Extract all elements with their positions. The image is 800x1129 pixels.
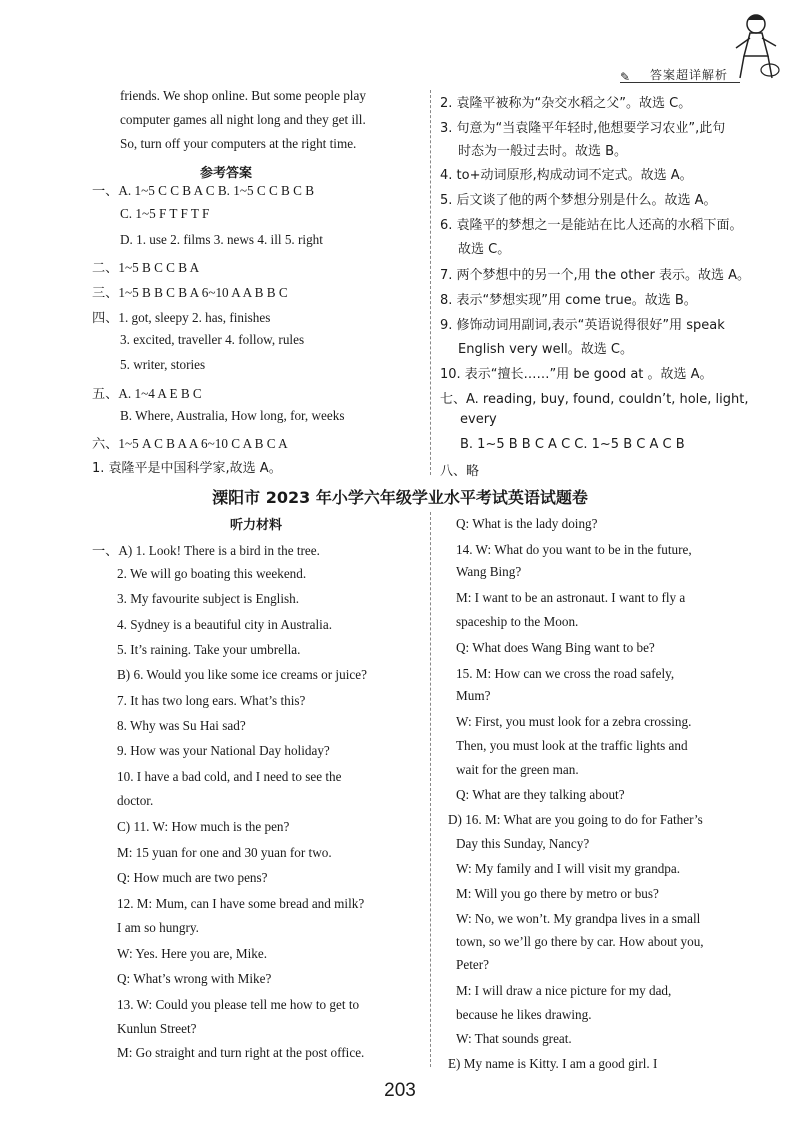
listening-line: 12. M: Mum, can I have some bread and milk? — [117, 896, 365, 911]
listening-line: 一、A) 1. Look! There is a bird in the tree. — [92, 543, 320, 558]
listening-line: Q: What are they talking about? — [456, 787, 625, 802]
listening-line: W: That sounds great. — [456, 1031, 572, 1046]
answer-line: 6. 袁隆平的梦想之一是能站在比人还高的水稻下面。 — [440, 218, 743, 233]
answer-line: 2. 袁隆平被称为“杂交水稻之父”。故选 C。 — [440, 96, 692, 111]
answer-line: 7. 两个梦想中的另一个,用 the other 表示。故选 A。 — [440, 268, 751, 283]
listening-right-column — [448, 516, 776, 1071]
listening-line: M: Will you go there by metro or bus? — [456, 886, 659, 901]
answer-line: 一、A. 1~5 C C B A C B. 1~5 C C B C B — [92, 183, 315, 198]
answer-line: B. Where, Australia, How long, for, weeks — [120, 408, 345, 423]
answer-line: 故选 C。 — [458, 242, 511, 257]
answer-line: 六、1~5 A C B A A 6~10 C A B C A — [92, 436, 288, 451]
listening-line: M: Go straight and turn right at the post office. — [117, 1045, 365, 1060]
text-line: computer games all night long and they get ill. — [120, 112, 366, 127]
listening-title: 听力材料 — [230, 518, 283, 533]
column-divider — [430, 90, 431, 475]
answer-line: C. 1~5 F T F T F — [120, 206, 210, 221]
listening-line: W: No, we won’t. My grandpa lives in a small — [456, 911, 701, 926]
pencil-icon: ✎ — [620, 70, 631, 84]
listening-line: 3. My favourite subject is English. — [117, 591, 300, 606]
listening-line: Wang Bing? — [456, 564, 522, 579]
answer-line: 5. 后文谈了他的两个梦想分别是什么。故选 A。 — [440, 193, 717, 208]
answer-line: 时态为一般过去时。故选 B。 — [458, 144, 628, 159]
answers-right-column — [440, 92, 770, 482]
listening-line: Q: What is the lady doing? — [456, 516, 598, 531]
listening-line: B) 6. Would you like some ice creams or juice? — [117, 667, 367, 682]
listening-line: C) 11. W: How much is the pen? — [117, 819, 290, 834]
answer-line: 二、1~5 B C C B A — [92, 260, 200, 275]
listening-left-column — [92, 540, 422, 1065]
page-number: 203 — [384, 1080, 416, 1101]
listening-line: W: My family and I will visit my grandpa. — [456, 861, 681, 876]
answer-line: 四、1. got, sleepy 2. has, finishes — [92, 310, 271, 325]
answer-line: 七、A. reading, buy, found, couldn’t, hole, light, — [440, 392, 749, 407]
listening-line: M: I want to be an astronaut. I want to fly a — [456, 590, 686, 605]
answer-line: 1. 袁隆平是中国科学家,故选 A。 — [92, 461, 282, 476]
text-line: friends. We shop online. But some people play — [120, 88, 366, 103]
listening-line: 13. W: Could you please tell me how to get to — [117, 997, 360, 1012]
header-rule — [620, 82, 740, 83]
listening-line: because he likes drawing. — [456, 1007, 592, 1022]
listening-line: I am so hungry. — [117, 920, 199, 935]
listening-line: Q: What’s wrong with Mike? — [117, 971, 272, 986]
column-divider — [430, 512, 431, 1067]
answer-line: 五、A. 1~4 A E B C — [92, 386, 202, 401]
listening-line: 8. Why was Su Hai sad? — [117, 718, 246, 733]
answer-line: 3. excited, traveller 4. follow, rules — [120, 332, 305, 347]
answers-title: 参考答案 — [200, 166, 253, 181]
answer-line: B. 1~5 B B C A C C. 1~5 B C A C B — [460, 437, 685, 452]
exam-title: 溧阳市 2023 年小学六年级学业水平考试英语试题卷 — [212, 488, 588, 507]
answer-line: 4. to+动词原形,构成动词不定式。故选 A。 — [440, 168, 693, 183]
answer-line: 9. 修饰动词用副词,表示“英语说得很好”用 speak — [440, 318, 725, 333]
listening-line: 15. M: How can we cross the road safely, — [456, 666, 675, 681]
listening-line: 7. It has two long ears. What’s this? — [117, 693, 306, 708]
answer-line: D. 1. use 2. films 3. news 4. ill 5. right — [120, 232, 323, 247]
text-line: So, turn off your computers at the right time. — [120, 136, 357, 151]
listening-line: Q: What does Wang Bing want to be? — [456, 640, 655, 655]
answer-line: English very well。故选 C。 — [458, 342, 633, 357]
listening-line: W: First, you must look for a zebra crossing. — [456, 714, 692, 729]
listening-line: W: Yes. Here you are, Mike. — [117, 946, 268, 961]
cartoon-figure-icon — [730, 8, 780, 88]
listening-line: 9. How was your National Day holiday? — [117, 743, 330, 758]
brand-label: 答案超详解析 — [649, 68, 728, 82]
header-brand — [620, 8, 780, 88]
listening-line: E) My name is Kitty. I am a good girl. I — [448, 1056, 658, 1071]
listening-line: town, so we’ll go there by car. How about you, — [456, 934, 704, 949]
listening-line: 5. It’s raining. Take your umbrella. — [117, 642, 301, 657]
listening-line: spaceship to the Moon. — [456, 614, 579, 629]
listening-line: M: 15 yuan for one and 30 yuan for two. — [117, 845, 332, 860]
answer-line: 8. 表示“梦想实现”用 come true。故选 B。 — [440, 293, 697, 308]
listening-line: Mum? — [456, 688, 491, 703]
answer-line: every — [460, 412, 497, 427]
answer-line: 3. 句意为“当袁隆平年轻时,他想要学习农业”,此句 — [440, 121, 726, 136]
listening-line: Q: How much are two pens? — [117, 870, 268, 885]
listening-line: Then, you must look at the traffic lights and — [456, 738, 688, 753]
listening-line: 14. W: What do you want to be in the future, — [456, 542, 692, 557]
listening-line: D) 16. M: What are you going to do for Father’s — [448, 812, 703, 827]
answer-line: 10. 表示“擅长……”用 be good at 。故选 A。 — [440, 367, 713, 382]
answer-line: 5. writer, stories — [120, 357, 206, 372]
listening-line: doctor. — [117, 793, 154, 808]
listening-line: 4. Sydney is a beautiful city in Australia. — [117, 617, 332, 632]
listening-line: Kunlun Street? — [117, 1021, 197, 1036]
listening-line: Peter? — [456, 957, 489, 972]
listening-line: Day this Sunday, Nancy? — [456, 836, 590, 851]
listening-line: 2. We will go boating this weekend. — [117, 566, 307, 581]
answers-left-column — [92, 180, 422, 480]
answer-line: 八、略 — [440, 464, 480, 479]
listening-line: M: I will draw a nice picture for my dad, — [456, 983, 672, 998]
listening-line: wait for the green man. — [456, 762, 579, 777]
listening-line: 10. I have a bad cold, and I need to see the — [117, 769, 342, 784]
answer-line: 三、1~5 B B C B A 6~10 A A B B C — [92, 285, 288, 300]
